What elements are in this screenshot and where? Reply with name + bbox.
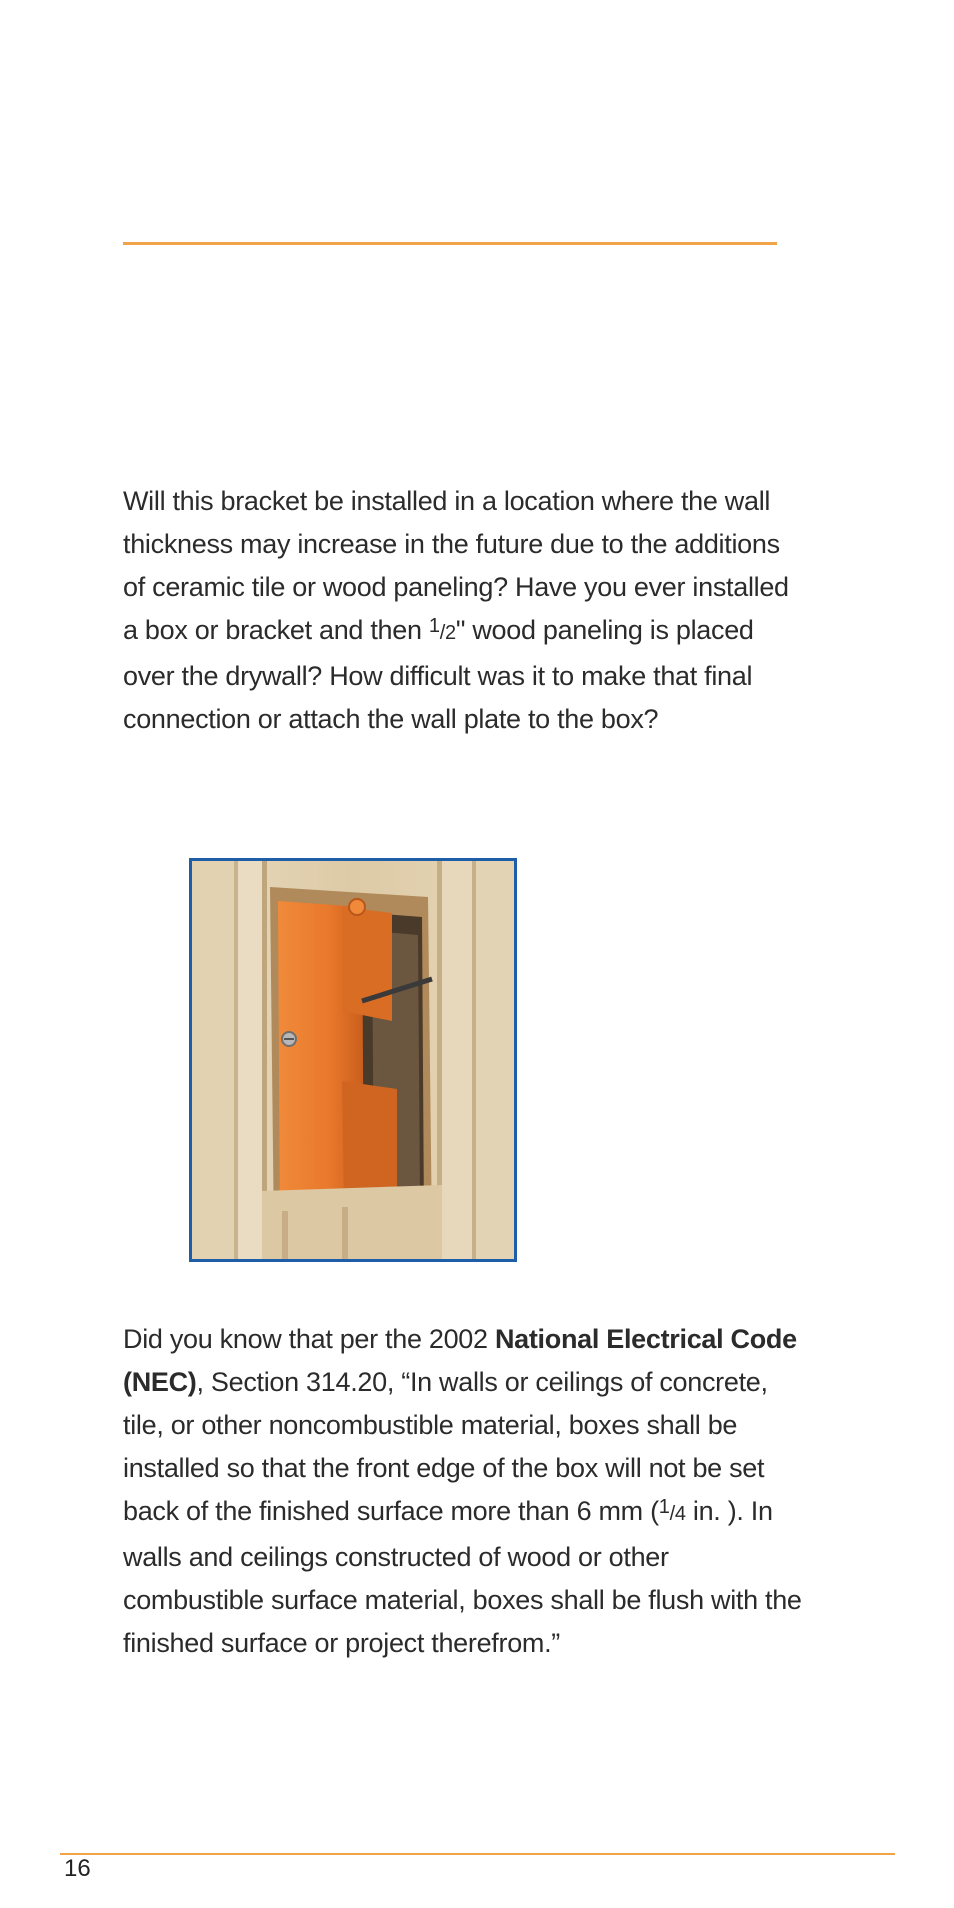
fraction-quarter: 1/4 bbox=[658, 1496, 686, 1525]
fraction-half: 1/2 bbox=[428, 615, 456, 644]
paragraph-1-text-b: " wood paneling is placed over the drywall? How difficult was it to make that final connection or attach the wall plate to the box? bbox=[123, 615, 754, 734]
paragraph-2-text-a: Did you know that per the 2002 bbox=[123, 1324, 495, 1354]
paragraph-2-text-c: in. ). In walls and ceilings constructed of wood or other combustible surface material, boxes shall be flush with the finished surface or project therefrom.” bbox=[123, 1496, 802, 1658]
electrical-box-photo bbox=[189, 858, 517, 1262]
top-divider-rule bbox=[123, 242, 777, 245]
paragraph-1-text-a: Will this bracket be installed in a location where the wall thickness may increase in the future due to the additions of ceramic tile or wood paneling? Have you ever installed a box or bracket and then bbox=[123, 486, 789, 645]
paragraph-nec-code bbox=[123, 1318, 803, 1665]
electrical-box-in-paneling-icon bbox=[192, 861, 514, 1259]
nec-code-bold: National Electrical Code (NEC) bbox=[123, 1324, 797, 1397]
paragraph-2-text-b: , Section 314.20, “In walls or ceilings of concrete, tile, or other noncombustible material, boxes shall be installed so that the front edge of the box will not be set back of the finished surface more than 6 mm ( bbox=[123, 1367, 768, 1526]
footer-divider-rule bbox=[60, 1853, 895, 1855]
paragraph-bracket-question bbox=[123, 480, 803, 741]
page-number: 16 bbox=[64, 1855, 91, 1882]
